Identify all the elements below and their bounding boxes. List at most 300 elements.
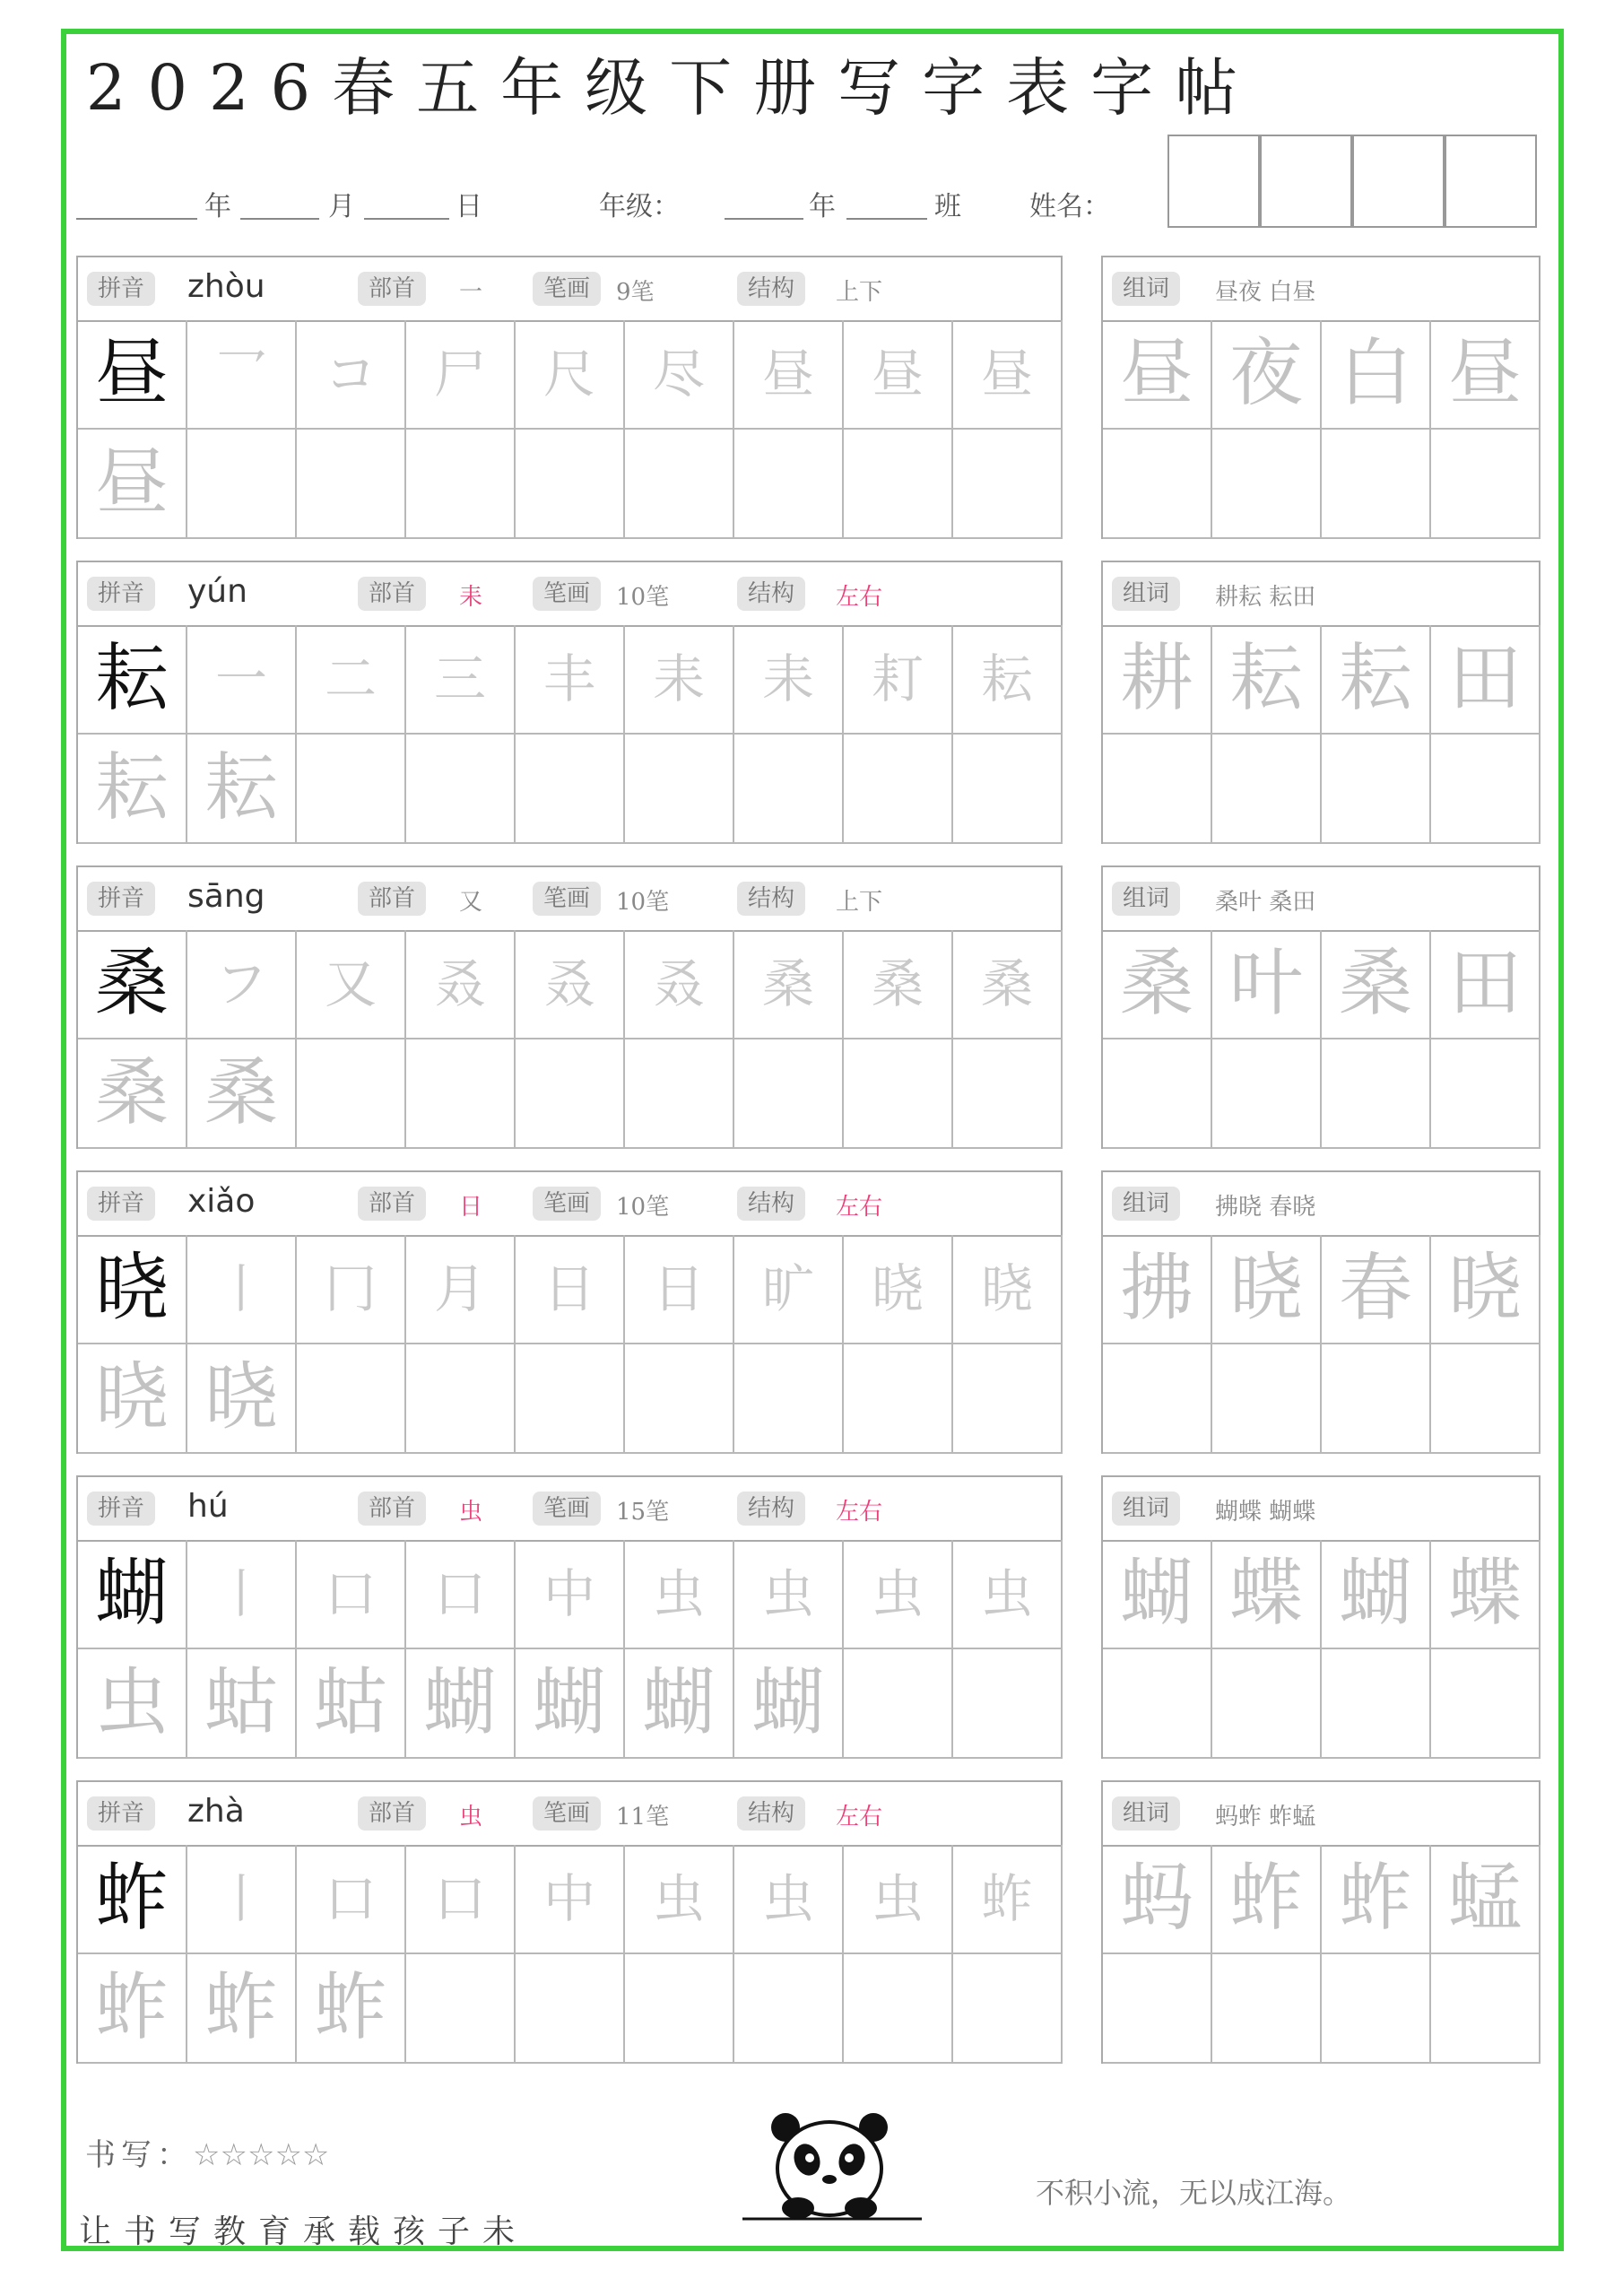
- trace-character: 白: [1338, 331, 1412, 416]
- structure-value: 上下: [836, 889, 883, 916]
- practice-cell[interactable]: [625, 1954, 734, 2064]
- pinyin-value: xiǎo: [187, 1183, 256, 1220]
- structure-tag: 结构: [737, 577, 805, 611]
- practice-cell[interactable]: [78, 1954, 187, 2064]
- practice-cell[interactable]: [187, 735, 297, 844]
- practice-cell[interactable]: [734, 430, 844, 539]
- trace-character: 虫: [94, 1660, 169, 1745]
- stroke-step: 口: [433, 1868, 486, 1929]
- practice-cell[interactable]: [406, 735, 516, 844]
- trace-character: 蝴: [422, 1660, 497, 1745]
- practice-cell[interactable]: [1431, 430, 1541, 539]
- practice-cell[interactable]: [1322, 320, 1431, 430]
- practice-cell[interactable]: [516, 735, 625, 844]
- practice-cell[interactable]: [625, 1344, 734, 1454]
- practice-cell[interactable]: [953, 625, 1063, 735]
- practice-cell[interactable]: [297, 735, 406, 844]
- practice-cell[interactable]: [1103, 930, 1212, 1039]
- practice-cell[interactable]: [734, 1039, 844, 1149]
- practice-cell[interactable]: [1431, 320, 1541, 430]
- word-card: [1101, 256, 1541, 539]
- practice-cell[interactable]: [734, 1540, 844, 1649]
- character-info: [78, 562, 1061, 627]
- practice-cell[interactable]: [297, 1649, 406, 1759]
- stroke-step: 虫: [871, 1563, 924, 1624]
- practice-cell[interactable]: [844, 320, 953, 430]
- practice-cell[interactable]: [1103, 625, 1212, 735]
- practice-cell[interactable]: [1431, 735, 1541, 844]
- star-rating[interactable]: ☆☆☆☆☆: [193, 2137, 330, 2173]
- practice-cell[interactable]: [187, 1649, 297, 1759]
- radical-tag: 部首: [358, 1492, 426, 1526]
- words-value: 昼夜 白昼: [1215, 279, 1316, 306]
- trace-character: 蚱: [94, 1965, 169, 2050]
- structure-value: 左右: [836, 1804, 883, 1831]
- practice-cell[interactable]: [625, 320, 734, 430]
- trace-character: 耕: [1119, 636, 1193, 721]
- practice-cell[interactable]: [78, 1649, 187, 1759]
- character-card: [76, 1780, 1063, 2064]
- practice-cell[interactable]: [516, 430, 625, 539]
- practice-cell[interactable]: [1103, 1039, 1212, 1149]
- stroke-step: 耘: [980, 648, 1033, 709]
- pinyin-value: yún: [187, 573, 247, 610]
- radical-value: 虫: [459, 1499, 483, 1526]
- practice-cell[interactable]: [625, 1235, 734, 1344]
- character-card: [76, 1170, 1063, 1454]
- practice-cell[interactable]: [625, 735, 734, 844]
- practice-cell[interactable]: [297, 1039, 406, 1149]
- practice-cell[interactable]: [1212, 430, 1322, 539]
- practice-cell[interactable]: [297, 930, 406, 1039]
- practice-cell[interactable]: [953, 1649, 1063, 1759]
- practice-cell[interactable]: [1103, 320, 1212, 430]
- practice-cell[interactable]: [1431, 1344, 1541, 1454]
- year-mark: 年: [204, 191, 231, 222]
- stroke-step: 昼: [980, 344, 1033, 404]
- practice-cell[interactable]: [734, 1235, 844, 1344]
- practice-cell[interactable]: [406, 430, 516, 539]
- practice-cell[interactable]: [1322, 1235, 1431, 1344]
- practice-cell[interactable]: [187, 320, 297, 430]
- stroke-step: 又: [324, 953, 377, 1014]
- practice-cell[interactable]: [844, 1344, 953, 1454]
- practice-cell[interactable]: [1322, 1845, 1431, 1954]
- practice-cell[interactable]: [844, 1845, 953, 1954]
- trace-character: 耘: [94, 745, 169, 831]
- pinyin-tag: 拼音: [87, 1187, 155, 1221]
- name-box[interactable]: [1260, 135, 1352, 228]
- practice-cell[interactable]: [406, 1649, 516, 1759]
- practice-cell[interactable]: [734, 1344, 844, 1454]
- trace-character: 昼: [94, 440, 169, 526]
- stroke-step: 三: [433, 648, 486, 709]
- pinyin-tag: 拼音: [87, 1796, 155, 1831]
- strokes-tag: 笔画: [533, 882, 601, 916]
- practice-cell[interactable]: [734, 625, 844, 735]
- practice-cell[interactable]: [734, 320, 844, 430]
- stroke-step: 一: [214, 648, 267, 709]
- practice-cell[interactable]: [844, 1954, 953, 2064]
- pinyin-value: hú: [187, 1488, 229, 1525]
- practice-cell[interactable]: [953, 430, 1063, 539]
- practice-cell[interactable]: [1431, 930, 1541, 1039]
- practice-cell[interactable]: [78, 1540, 187, 1649]
- practice-cell[interactable]: [1322, 1039, 1431, 1149]
- practice-cell[interactable]: [406, 625, 516, 735]
- stroke-step: フ: [214, 953, 267, 1014]
- word-card: [1101, 561, 1541, 844]
- trace-character: 蝴: [532, 1660, 606, 1745]
- practice-cell[interactable]: [297, 1845, 406, 1954]
- trace-character: 晓: [1228, 1246, 1303, 1331]
- name-box[interactable]: [1167, 135, 1260, 228]
- trace-character: 叶: [1228, 941, 1303, 1026]
- radical-value: 耒: [459, 584, 483, 611]
- practice-cell[interactable]: [1212, 735, 1322, 844]
- practice-cell[interactable]: [297, 1344, 406, 1454]
- practice-cell[interactable]: [1212, 1845, 1322, 1954]
- practice-cell[interactable]: [953, 1845, 1063, 1954]
- practice-cell[interactable]: [78, 1235, 187, 1344]
- trace-character: 桑: [204, 1050, 278, 1135]
- practice-cell[interactable]: [516, 1954, 625, 2064]
- practice-cell[interactable]: [406, 930, 516, 1039]
- practice-cell[interactable]: [78, 320, 187, 430]
- words-tag: 组词: [1112, 1187, 1180, 1221]
- word-info: [1103, 867, 1539, 932]
- trace-character: 蚱: [313, 1965, 387, 2050]
- stroke-step: 昼: [761, 344, 814, 404]
- strokes-value: 10笔: [616, 1194, 670, 1221]
- practice-cell[interactable]: [844, 625, 953, 735]
- words-value: 蝴蝶 蝴蝶: [1215, 1499, 1316, 1526]
- practice-cell[interactable]: [516, 1649, 625, 1759]
- practice-cell[interactable]: [187, 1954, 297, 2064]
- practice-cell[interactable]: [297, 320, 406, 430]
- stroke-step: 虫: [652, 1868, 705, 1929]
- practice-cell[interactable]: [78, 1845, 187, 1954]
- practice-cell[interactable]: [953, 735, 1063, 844]
- pinyin-tag: 拼音: [87, 577, 155, 611]
- structure-tag: 结构: [737, 1187, 805, 1221]
- name-label: 姓名：: [1029, 191, 1110, 222]
- words-tag: 组词: [1112, 272, 1180, 306]
- strokes-tag: 笔画: [533, 1796, 601, 1831]
- practice-cell[interactable]: [297, 1954, 406, 2064]
- practice-cell[interactable]: [625, 930, 734, 1039]
- practice-cell[interactable]: [625, 430, 734, 539]
- practice-cell[interactable]: [1103, 735, 1212, 844]
- practice-cell[interactable]: [1431, 1845, 1541, 1954]
- trace-character: 蛄: [204, 1660, 278, 1745]
- practice-cell[interactable]: [1431, 1039, 1541, 1149]
- stroke-step: 口: [433, 1563, 486, 1624]
- character-info: [78, 1782, 1061, 1847]
- name-box[interactable]: [1352, 135, 1445, 228]
- stroke-step: 尽: [652, 344, 705, 404]
- practice-cell[interactable]: [625, 1039, 734, 1149]
- practice-cell[interactable]: [297, 625, 406, 735]
- practice-cell[interactable]: [1212, 625, 1322, 735]
- stroke-step: コ: [324, 344, 377, 404]
- practice-cell[interactable]: [953, 1954, 1063, 2064]
- practice-cell[interactable]: [844, 1235, 953, 1344]
- trace-character: 昼: [1119, 331, 1193, 416]
- strokes-value: 15笔: [616, 1499, 670, 1526]
- practice-cell[interactable]: [187, 625, 297, 735]
- practice-cell[interactable]: [734, 1649, 844, 1759]
- structure-tag: 结构: [737, 882, 805, 916]
- structure-tag: 结构: [737, 272, 805, 306]
- practice-cell[interactable]: [1212, 320, 1322, 430]
- practice-cell[interactable]: [1212, 930, 1322, 1039]
- practice-cell[interactable]: [1103, 1235, 1212, 1344]
- practice-cell[interactable]: [187, 1235, 297, 1344]
- strokes-value: 9笔: [616, 279, 655, 306]
- stroke-step: 旷: [761, 1258, 814, 1319]
- practice-cell[interactable]: [1322, 430, 1431, 539]
- practice-cell[interactable]: [1431, 1649, 1541, 1759]
- stroke-step: 中: [542, 1868, 595, 1929]
- stroke-step: 月: [433, 1258, 486, 1319]
- word-info: [1103, 257, 1539, 322]
- stroke-step: 口: [324, 1563, 377, 1624]
- practice-cell[interactable]: [406, 1954, 516, 2064]
- practice-cell[interactable]: [1103, 430, 1212, 539]
- words-tag: 组词: [1112, 1492, 1180, 1526]
- grade-year: 年: [809, 191, 836, 222]
- stroke-step: 叒: [542, 953, 595, 1014]
- words-value: 蚂蚱 蚱蜢: [1215, 1804, 1316, 1831]
- trace-character: 蚱: [204, 1965, 278, 2050]
- practice-cell[interactable]: [406, 1540, 516, 1649]
- stroke-step: 丨: [214, 1868, 267, 1929]
- practice-cell[interactable]: [78, 930, 187, 1039]
- practice-cell[interactable]: [1322, 930, 1431, 1039]
- trace-character: 晓: [1447, 1246, 1522, 1331]
- trace-character: 蝴: [751, 1660, 825, 1745]
- model-character: 昼: [94, 331, 169, 416]
- strokes-value: 11笔: [616, 1804, 670, 1831]
- practice-cell[interactable]: [1103, 1954, 1212, 2064]
- trace-character: 蚂: [1119, 1856, 1193, 1941]
- practice-cell[interactable]: [1431, 1954, 1541, 2064]
- word-info: [1103, 1477, 1539, 1542]
- structure-tag: 结构: [737, 1796, 805, 1831]
- practice-cell[interactable]: [1103, 1649, 1212, 1759]
- structure-tag: 结构: [737, 1492, 805, 1526]
- trace-character: 夜: [1228, 331, 1303, 416]
- model-character: 桑: [94, 941, 169, 1026]
- stroke-step: 冂: [324, 1258, 377, 1319]
- character-info: [78, 867, 1061, 932]
- motto: 不积小流，无以成江海。: [1036, 2176, 1352, 2210]
- practice-cell[interactable]: [1212, 1039, 1322, 1149]
- writing-rating: [85, 2130, 329, 2174]
- trace-character: 耘: [1228, 636, 1303, 721]
- stroke-step: 二: [324, 648, 377, 709]
- pinyin-value: zhòu: [187, 268, 265, 305]
- character-card: [76, 561, 1063, 844]
- stroke-step: 虫: [980, 1563, 1033, 1624]
- practice-cell[interactable]: [734, 1845, 844, 1954]
- name-box[interactable]: [1445, 135, 1537, 228]
- practice-cell[interactable]: [78, 430, 187, 539]
- practice-cell[interactable]: [625, 625, 734, 735]
- practice-cell[interactable]: [1322, 1954, 1431, 2064]
- practice-cell[interactable]: [78, 1039, 187, 1149]
- trace-character: 蝴: [1338, 1551, 1412, 1636]
- trace-character: 桑: [94, 1050, 169, 1135]
- practice-cell[interactable]: [844, 430, 953, 539]
- practice-cell[interactable]: [1103, 1540, 1212, 1649]
- trace-character: 蝶: [1447, 1551, 1522, 1636]
- month-mark: 月: [328, 191, 355, 222]
- practice-cell[interactable]: [406, 320, 516, 430]
- radical-value: 日: [459, 1194, 483, 1221]
- practice-cell[interactable]: [516, 1039, 625, 1149]
- practice-cell[interactable]: [516, 930, 625, 1039]
- practice-cell[interactable]: [844, 1039, 953, 1149]
- practice-cell[interactable]: [297, 1540, 406, 1649]
- words-tag: 组词: [1112, 577, 1180, 611]
- stroke-step: 耓: [871, 648, 924, 709]
- pinyin-tag: 拼音: [87, 1492, 155, 1526]
- pinyin-value: zhà: [187, 1793, 245, 1830]
- trace-character: 耘: [1338, 636, 1412, 721]
- practice-cell[interactable]: [953, 320, 1063, 430]
- stroke-step: 日: [652, 1258, 705, 1319]
- trace-character: 晓: [204, 1355, 278, 1440]
- practice-cell[interactable]: [1431, 1540, 1541, 1649]
- practice-cell[interactable]: [297, 1235, 406, 1344]
- practice-cell[interactable]: [1322, 735, 1431, 844]
- trace-character: 昼: [1447, 331, 1522, 416]
- practice-cell[interactable]: [406, 1845, 516, 1954]
- stroke-step: 虫: [761, 1868, 814, 1929]
- practice-cell[interactable]: [78, 735, 187, 844]
- stroke-step: 昼: [871, 344, 924, 404]
- practice-cell[interactable]: [1212, 1540, 1322, 1649]
- practice-cell[interactable]: [953, 1235, 1063, 1344]
- practice-cell[interactable]: [1431, 1235, 1541, 1344]
- practice-cell[interactable]: [844, 1540, 953, 1649]
- practice-cell[interactable]: [734, 1954, 844, 2064]
- stroke-step: 尺: [542, 344, 595, 404]
- practice-cell[interactable]: [516, 1235, 625, 1344]
- practice-cell[interactable]: [187, 430, 297, 539]
- practice-cell[interactable]: [1431, 625, 1541, 735]
- practice-cell[interactable]: [844, 1649, 953, 1759]
- practice-cell[interactable]: [516, 1540, 625, 1649]
- class-blank: [846, 218, 927, 220]
- character-info: [78, 257, 1061, 322]
- practice-cell[interactable]: [1212, 1235, 1322, 1344]
- trace-character: 蝶: [1228, 1551, 1303, 1636]
- pinyin-value: sāng: [187, 878, 265, 915]
- practice-cell[interactable]: [953, 1039, 1063, 1149]
- practice-cell[interactable]: [1212, 1954, 1322, 2064]
- writing-label: 书写：: [85, 2137, 193, 2173]
- practice-cell[interactable]: [406, 1039, 516, 1149]
- character-info: [78, 1477, 1061, 1542]
- practice-cell[interactable]: [844, 735, 953, 844]
- word-info: [1103, 1172, 1539, 1237]
- class-mark: 班: [934, 191, 961, 222]
- practice-cell[interactable]: [1212, 1649, 1322, 1759]
- practice-cell[interactable]: [78, 1344, 187, 1454]
- practice-cell[interactable]: [297, 430, 406, 539]
- stroke-step: 桑: [761, 953, 814, 1014]
- practice-cell[interactable]: [1322, 1344, 1431, 1454]
- word-card: [1101, 865, 1541, 1149]
- model-character: 耘: [94, 636, 169, 721]
- practice-cell[interactable]: [406, 1235, 516, 1344]
- practice-cell[interactable]: [625, 1845, 734, 1954]
- practice-cell[interactable]: [1322, 1540, 1431, 1649]
- stroke-step: 丰: [542, 648, 595, 709]
- practice-cell[interactable]: [844, 930, 953, 1039]
- practice-cell[interactable]: [1103, 1344, 1212, 1454]
- practice-cell[interactable]: [406, 1344, 516, 1454]
- trace-character: 蛄: [313, 1660, 387, 1745]
- trace-character: 耘: [204, 745, 278, 831]
- day-mark: 日: [456, 191, 482, 222]
- practice-cell[interactable]: [187, 930, 297, 1039]
- model-character: 蚱: [94, 1856, 169, 1941]
- practice-cell[interactable]: [187, 1344, 297, 1454]
- stroke-step: 口: [324, 1868, 377, 1929]
- stroke-step: 蚱: [980, 1868, 1033, 1929]
- month-blank: [240, 218, 319, 220]
- practice-cell[interactable]: [516, 1344, 625, 1454]
- practice-cell[interactable]: [516, 320, 625, 430]
- practice-cell[interactable]: [953, 1540, 1063, 1649]
- practice-cell[interactable]: [625, 1649, 734, 1759]
- structure-value: 上下: [836, 279, 883, 306]
- practice-cell[interactable]: [1322, 1649, 1431, 1759]
- practice-cell[interactable]: [953, 930, 1063, 1039]
- character-info: [78, 1172, 1061, 1237]
- character-card: [76, 256, 1063, 539]
- word-card: [1101, 1475, 1541, 1759]
- radical-tag: 部首: [358, 272, 426, 306]
- pinyin-tag: 拼音: [87, 272, 155, 306]
- word-card: [1101, 1170, 1541, 1454]
- stroke-step: 中: [542, 1563, 595, 1624]
- stroke-step: 尸: [433, 344, 486, 404]
- stroke-step: 晓: [871, 1258, 924, 1319]
- practice-cell[interactable]: [78, 625, 187, 735]
- practice-cell[interactable]: [187, 1039, 297, 1149]
- strokes-tag: 笔画: [533, 1492, 601, 1526]
- practice-cell[interactable]: [1103, 1845, 1212, 1954]
- practice-cell[interactable]: [516, 625, 625, 735]
- practice-cell[interactable]: [516, 1845, 625, 1954]
- practice-cell[interactable]: [734, 735, 844, 844]
- practice-cell[interactable]: [734, 930, 844, 1039]
- practice-cell[interactable]: [625, 1540, 734, 1649]
- practice-cell[interactable]: [187, 1845, 297, 1954]
- practice-cell[interactable]: [187, 1540, 297, 1649]
- practice-cell[interactable]: [1322, 625, 1431, 735]
- radical-tag: 部首: [358, 577, 426, 611]
- word-info: [1103, 1782, 1539, 1847]
- practice-cell[interactable]: [1212, 1344, 1322, 1454]
- practice-cell[interactable]: [953, 1344, 1063, 1454]
- year-blank: [76, 218, 197, 220]
